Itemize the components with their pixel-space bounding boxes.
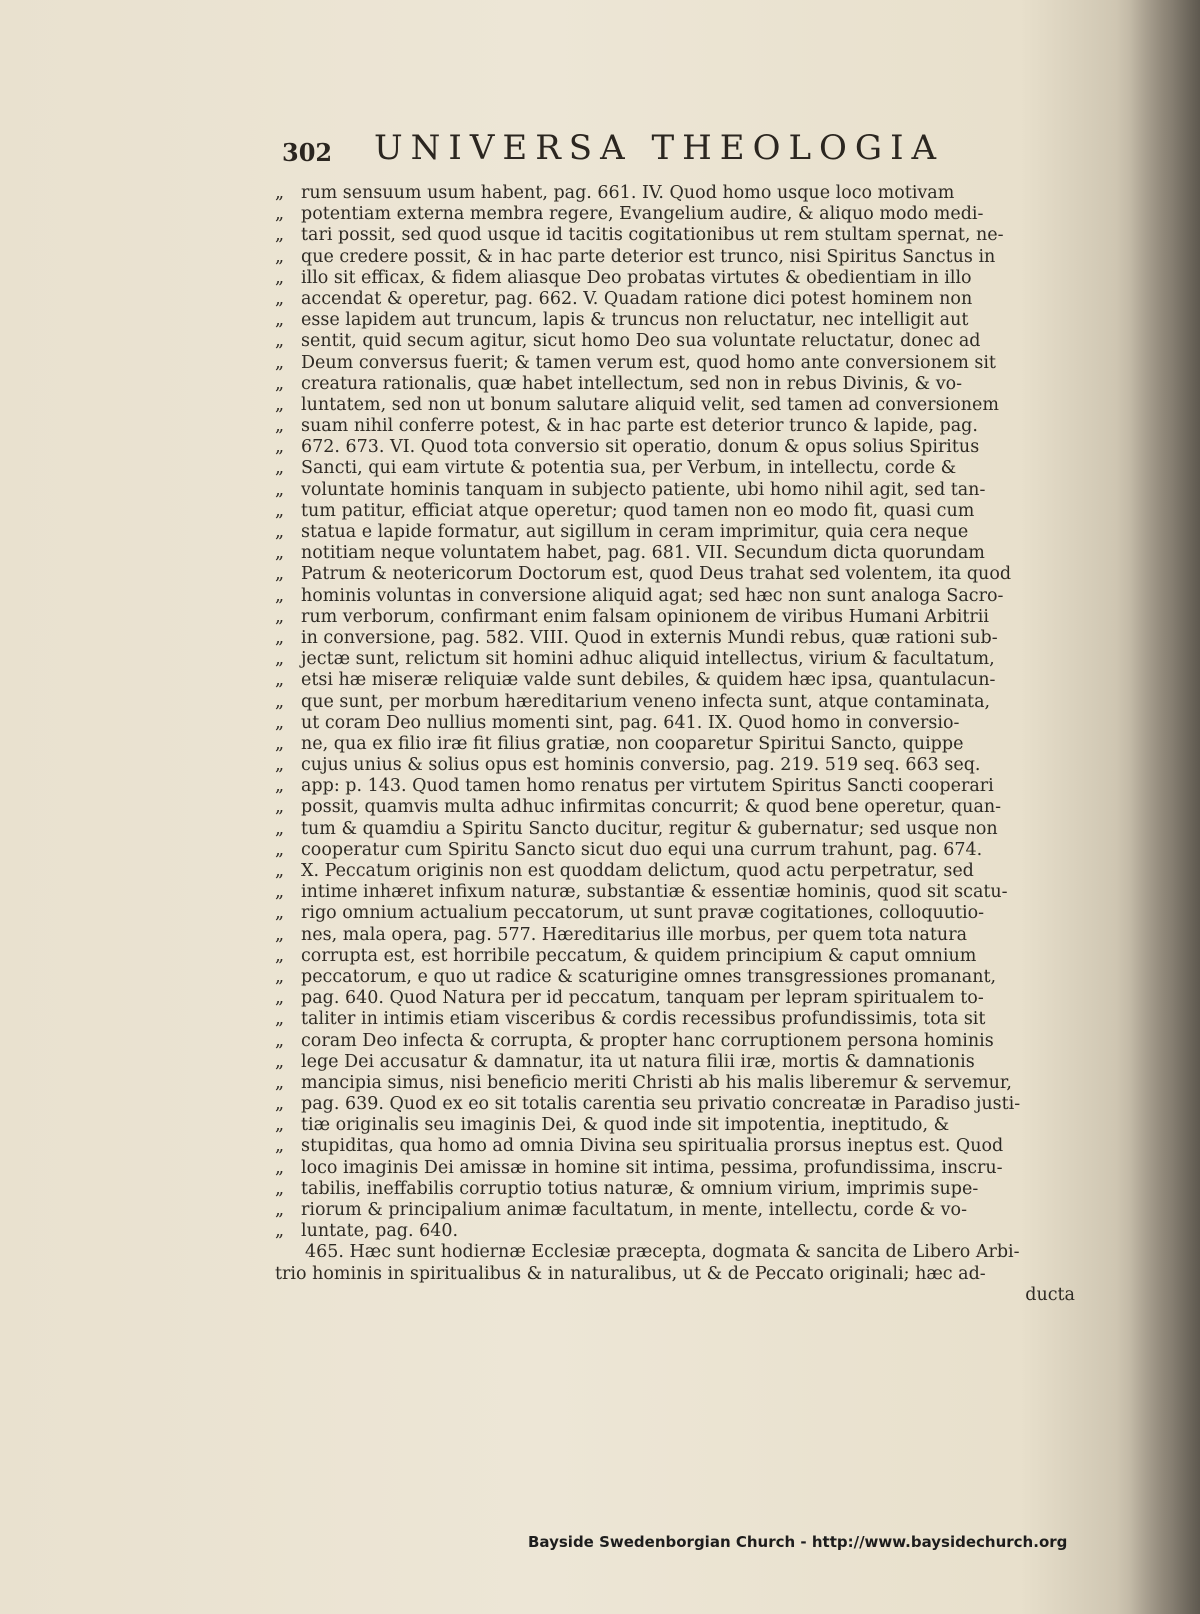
line-text: X. Peccatum originis non est quoddam delictum, quod actu perpetratur, sed <box>301 861 974 881</box>
quoted-text-line <box>275 988 1085 1009</box>
quote-mark: „ <box>275 543 285 564</box>
quoted-text-line <box>275 225 1085 246</box>
quote-mark: „ <box>275 1115 285 1136</box>
quote-mark: „ <box>275 373 285 394</box>
quoted-text-line <box>275 1136 1085 1157</box>
quoted-text-line <box>275 840 1085 861</box>
quoted-text-line <box>275 543 1085 564</box>
quote-mark: „ <box>275 733 285 754</box>
line-text: que sunt, per morbum hæreditarium veneno infecta sunt, atque contaminata, <box>301 691 991 712</box>
quote-mark: „ <box>275 966 285 987</box>
quote-mark: „ <box>275 839 285 860</box>
line-text: cujus unius & solius opus est hominis conversio, pag. 219. 519 seq. 663 seq. <box>301 755 981 776</box>
quoted-text-line <box>275 925 1085 946</box>
line-text: voluntate hominis tanquam in subjecto patiente, ubi homo nihil agit, sed tan- <box>301 479 986 500</box>
quoted-text-line <box>275 480 1085 501</box>
quote-mark: „ <box>275 1157 285 1178</box>
paragraph-line: trio hominis in spiritualibus & in naturalibus, ut & de Peccato originali; hæc ad- <box>275 1263 986 1284</box>
paragraph-line: 465. Hæc sunt hodiernæ Ecclesiæ præcepta, dogmata & sancita de Libero Arbi- <box>305 1242 1020 1263</box>
line-text: peccatorum, e quo ut radice & scaturigine omnes transgressiones promanant, <box>301 966 997 987</box>
line-text: rum sensuum usum habent, pag. 661. IV. Quod homo usque loco motivam <box>301 183 955 203</box>
quote-mark: „ <box>275 1178 285 1199</box>
quote-mark: „ <box>275 797 285 818</box>
line-text: illo sit efficax, & fidem aliasque Deo probatas virtutes & obedientiam in illo <box>301 267 972 288</box>
quoted-text-line <box>275 776 1085 797</box>
quote-mark: „ <box>275 394 285 415</box>
quoted-text-line <box>275 395 1085 416</box>
quote-mark: „ <box>275 1136 285 1157</box>
line-text: statua e lapide formatur, aut sigillum in ceram imprimitur, quia cera neque <box>301 522 969 542</box>
quoted-text-line <box>275 734 1085 755</box>
quoted-text-line <box>275 586 1085 607</box>
quote-mark: „ <box>275 903 285 924</box>
quote-mark: „ <box>275 924 285 945</box>
quoted-text-line <box>275 967 1085 988</box>
quoted-text-line <box>275 670 1085 691</box>
quote-mark: „ <box>275 1051 285 1072</box>
quoted-text-line <box>275 903 1085 924</box>
quoted-text-line <box>275 946 1085 967</box>
line-text: suam nihil conferre potest, & in hac parte est deterior trunco & lapide, pag. <box>301 416 978 437</box>
quoted-text-line <box>275 458 1085 479</box>
line-text: rum verborum, confirmant enim falsam opinionem de viribus Humani Arbitrii <box>301 606 989 627</box>
quoted-text-line <box>275 797 1085 818</box>
quote-mark: „ <box>275 988 285 1009</box>
quote-mark: „ <box>275 1094 285 1115</box>
line-text: pag. 639. Quod ex eo sit totalis carentia seu privatio concreatæ in Paradiso justi- <box>301 1094 1021 1115</box>
page-number: 302 <box>282 138 333 167</box>
quoted-text-line <box>275 1052 1085 1073</box>
line-text: Sancti, qui eam virtute & potentia sua, per Verbum, in intellectu, corde & <box>301 458 957 479</box>
quoted-text-line <box>275 522 1085 543</box>
quote-mark: „ <box>275 670 285 691</box>
quoted-text-line <box>275 374 1085 395</box>
line-text: coram Deo infecta & corrupta, & propter hanc corruptionem persona hominis <box>301 1030 994 1051</box>
line-text: tum patitur, efficiat atque operetur; quod tamen non eo modo fit, quasi cum <box>301 500 975 521</box>
running-title: UNIVERSA THEOLOGIA <box>374 128 945 168</box>
quote-mark: „ <box>275 288 285 309</box>
line-text: creatura rationalis, quæ habet intellectum, sed non in rebus Divinis, & vo- <box>301 373 963 394</box>
line-text: jectæ sunt, relictum sit homini adhuc aliquid intellectus, virium & facultatum, <box>301 649 995 670</box>
quote-mark: „ <box>275 331 285 352</box>
quoted-text-line <box>275 416 1085 437</box>
quote-mark: „ <box>275 776 285 797</box>
catchword: ducta <box>1025 1284 1075 1305</box>
quoted-text-line <box>275 1115 1085 1136</box>
quoted-text-line <box>275 564 1085 585</box>
quote-mark: „ <box>275 1221 285 1242</box>
quote-mark: „ <box>275 310 285 331</box>
quote-mark: „ <box>275 649 285 670</box>
line-text: accendat & operetur, pag. 662. V. Quadam ratione dici potest hominem non <box>301 288 973 309</box>
quote-mark: „ <box>275 627 285 648</box>
quote-mark: „ <box>275 479 285 500</box>
quote-mark: „ <box>275 691 285 712</box>
quoted-text-line <box>275 607 1085 628</box>
quote-mark: „ <box>275 1200 285 1220</box>
quote-mark: „ <box>275 882 285 903</box>
line-text: pag. 640. Quod Natura per id peccatum, tanquam per lepram spiritualem to- <box>301 988 984 1009</box>
quote-mark: „ <box>275 437 285 458</box>
quoted-text-line <box>275 204 1085 225</box>
quoted-text-line <box>275 1200 1085 1221</box>
quoted-text-line <box>275 755 1085 776</box>
quote-mark: „ <box>275 1030 285 1051</box>
quoted-text-line <box>275 1179 1085 1200</box>
quote-mark: „ <box>275 861 285 881</box>
line-text: stupiditas, qua homo ad omnia Divina seu spiritualia prorsus ineptus est. Quod <box>301 1136 1004 1157</box>
line-text: tiæ originalis seu imaginis Dei, & quod inde sit impotentia, ineptitudo, & <box>301 1115 950 1136</box>
line-text: app: p. 143. Quod tamen homo renatus per virtutem Spiritus Sancti cooperari <box>301 776 994 797</box>
quoted-text-line <box>275 1158 1085 1179</box>
line-text: luntatem, sed non ut bonum salutare aliquid velit, sed tamen ad conversionem <box>301 394 999 415</box>
quote-mark: „ <box>275 1009 285 1030</box>
line-text: cooperatur cum Spiritu Sancto sicut duo equi una currum trahunt, pag. 674. <box>301 839 983 860</box>
quoted-text-line <box>275 1094 1085 1115</box>
line-text: loco imaginis Dei amissæ in homine sit intima, pessima, profundissima, inscru- <box>301 1157 1003 1178</box>
line-text: 672. 673. VI. Quod tota conversio sit operatio, donum & opus solius Spiritus <box>301 437 980 458</box>
line-text: luntate, pag. 640. <box>301 1221 459 1242</box>
quoted-text-line <box>275 353 1085 374</box>
quoted-text-line <box>275 310 1085 331</box>
quoted-text-line <box>275 692 1085 713</box>
line-text: riorum & principalium animæ facultatum, in mente, intellectu, corde & vo- <box>301 1200 967 1220</box>
quote-mark: „ <box>275 246 285 267</box>
quote-mark: „ <box>275 352 285 373</box>
line-text: nes, mala opera, pag. 577. Hæreditarius ille morbus, per quem tota natura <box>301 924 967 945</box>
quoted-text-line <box>275 713 1085 734</box>
line-text: Patrum & neotericorum Doctorum est, quod Deus trahat sed volentem, ita quod <box>301 564 1012 585</box>
line-text: mancipia simus, nisi beneficio meriti Christi ab his malis liberemur & servemur, <box>301 1072 1012 1093</box>
quote-mark: „ <box>275 204 285 225</box>
quote-mark: „ <box>275 564 285 585</box>
quote-mark: „ <box>275 458 285 479</box>
quote-mark: „ <box>275 585 285 606</box>
quote-mark: „ <box>275 500 285 521</box>
quoted-text-line <box>275 331 1085 352</box>
line-text: hominis voluntas in conversione aliquid agat; sed hæc non sunt analoga Sacro- <box>301 585 1004 606</box>
quote-mark: „ <box>275 225 285 246</box>
quote-mark: „ <box>275 755 285 776</box>
quoted-text-line <box>275 268 1085 289</box>
quote-mark: „ <box>275 183 285 203</box>
quoted-text-line <box>275 628 1085 649</box>
footer-credit-link[interactable]: Bayside Swedenborgian Church - http://www.baysidechurch.org <box>528 1533 1068 1551</box>
quoted-text-line <box>275 183 1085 204</box>
quote-mark: „ <box>275 416 285 437</box>
line-text: tum & quamdiu a Spiritu Sancto ducitur, regitur & gubernatur; sed usque non <box>301 818 998 839</box>
line-text: potentiam externa membra regere, Evangelium audire, & aliquo modo medi- <box>301 204 984 225</box>
quote-mark: „ <box>275 606 285 627</box>
line-text: tabilis, ineffabilis corruptio totius naturæ, & omnium virium, imprimis supe- <box>301 1178 979 1199</box>
quoted-text-line <box>275 882 1085 903</box>
quoted-text-line <box>275 437 1085 458</box>
quote-mark: „ <box>275 945 285 966</box>
quoted-text-line <box>275 861 1085 882</box>
line-text: sentit, quid secum agitur, sicut homo Deo sua voluntate reluctatur, donec ad <box>301 331 981 352</box>
line-text: rigo omnium actualium peccatorum, ut sunt pravæ cogitationes, colloquutio- <box>301 903 985 924</box>
quoted-text-line <box>275 1221 1085 1242</box>
quoted-text-line <box>275 501 1085 522</box>
line-text: ut coram Deo nullius momenti sint, pag. 641. IX. Quod homo in conversio- <box>301 712 960 733</box>
quoted-text-line <box>275 247 1085 268</box>
quote-mark: „ <box>275 818 285 839</box>
page-header <box>282 128 1002 172</box>
line-text: que credere possit, & in hac parte deterior est trunco, nisi Spiritus Sanctus in <box>301 246 996 267</box>
line-text: notitiam neque voluntatem habet, pag. 681. VII. Secundum dicta quorundam <box>301 543 985 564</box>
quoted-text-line <box>275 289 1085 310</box>
line-text: possit, quamvis multa adhuc infirmitas concurrit; & quod bene operetur, quan- <box>301 797 1002 818</box>
line-text: lege Dei accusatur & damnatur, ita ut natura filii iræ, mortis & damnationis <box>301 1051 975 1072</box>
line-text: tari possit, sed quod usque id tacitis cogitationibus ut rem stultam spernat, ne- <box>301 225 1004 246</box>
quoted-text-line <box>275 819 1085 840</box>
quoted-text-line <box>275 1073 1085 1094</box>
line-text: in conversione, pag. 582. VIII. Quod in externis Mundi rebus, quæ rationi sub- <box>301 627 998 648</box>
line-text: intime inhæret infixum naturæ, substantiæ & essentiæ hominis, quod sit scatu- <box>301 882 1008 903</box>
quoted-text-line <box>275 649 1085 670</box>
quote-mark: „ <box>275 267 285 288</box>
line-text: esse lapidem aut truncum, lapis & truncus non reluctatur, nec intelligit aut <box>301 310 969 331</box>
quote-mark: „ <box>275 1072 285 1093</box>
quote-mark: „ <box>275 522 285 542</box>
line-text: ne, qua ex filio iræ fit filius gratiæ, non cooparetur Spiritui Sancto, quippe <box>301 733 964 754</box>
line-text: Deum conversus fuerit; & tamen verum est, quod homo ante conversionem sit <box>301 352 996 373</box>
quoted-text-line <box>275 1031 1085 1052</box>
quote-mark: „ <box>275 712 285 733</box>
quoted-text-line <box>275 1009 1085 1030</box>
line-text: taliter in intimis etiam visceribus & cordis recessibus profundissimis, tota sit <box>301 1009 986 1030</box>
line-text: etsi hæ miseræ reliquiæ valde sunt debiles, & quidem hæc ipsa, quantulacun- <box>301 670 996 691</box>
body-text <box>275 183 1085 1306</box>
line-text: corrupta est, est horribile peccatum, & quidem principium & caput omnium <box>301 945 977 966</box>
page-gutter-shadow <box>1130 0 1200 1614</box>
